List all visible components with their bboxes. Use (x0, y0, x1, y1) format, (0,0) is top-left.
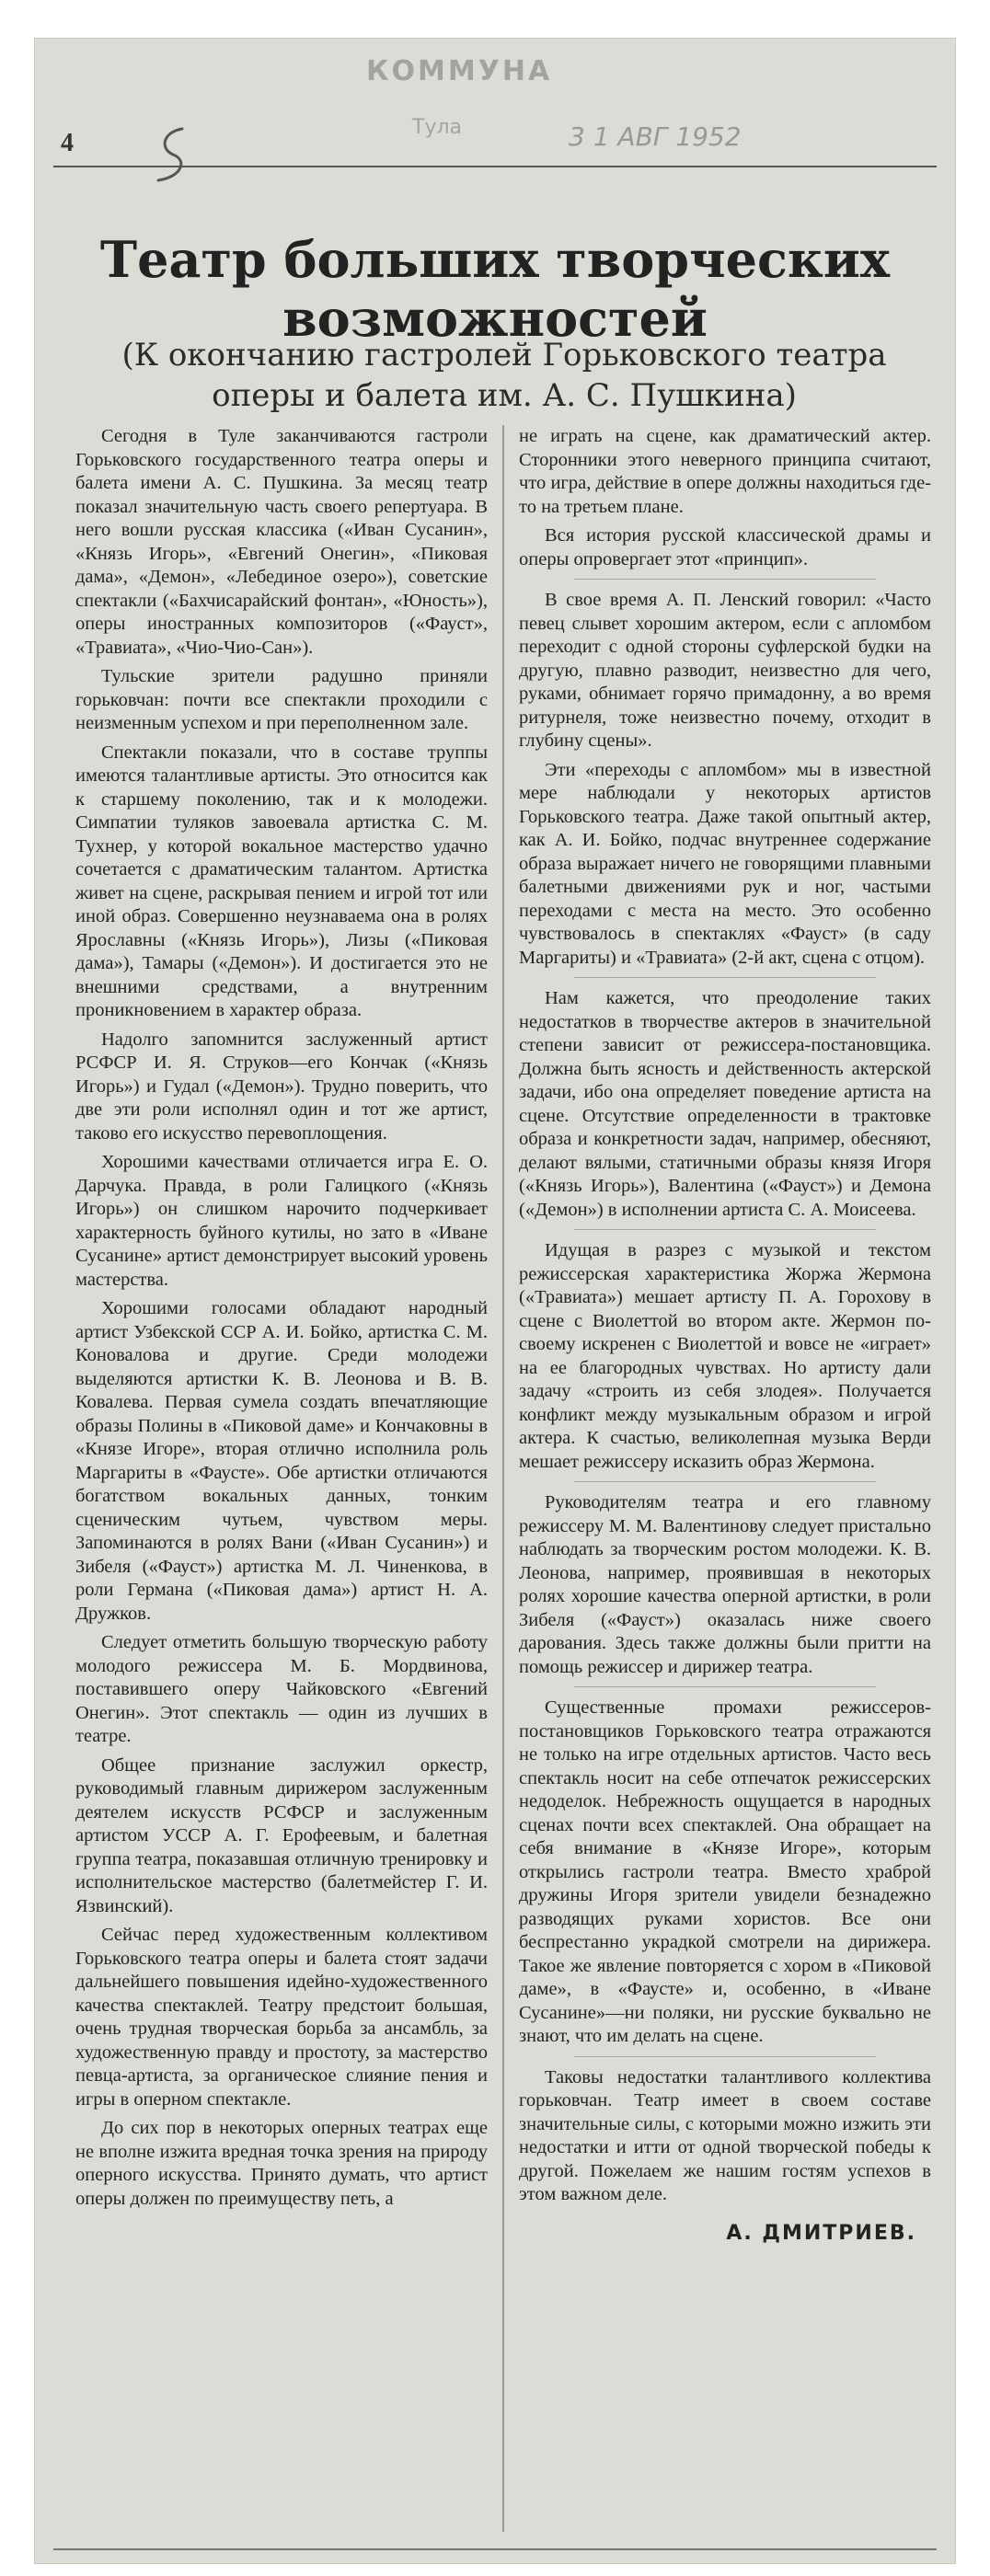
article-paragraph: Хорошими качествами отличается игра Е. О. Дарчука. Правда, в роли Галицкого («Князь Игорь») он слишком нарочито подчеркивает характерность буйного кутилы, но зато в «Иване Сусанине» артист демонстрирует высокий уровень мастерства. (75, 1152, 488, 1290)
footer-rule (53, 2548, 937, 2550)
article-paragraph: Общее признание заслужил оркестр, руководимый главным дирижером заслуженным деятелем искусств РСФСР и заслуженным артистом УССР А. Г. Ерофеевым, и балетная группа театра, показавшая отличную тренировку и исполнительское мастерство (балетмейстер Г. И. Язвинский). (75, 1754, 488, 1916)
stamp-newspaper-name: КОММУНА (366, 55, 553, 87)
column-divider (502, 425, 504, 2532)
paragraph-separator (574, 1229, 876, 1230)
article-paragraph: Руководителям театра и его главному режиссеру М. М. Валентинову следует пристально наблюдать за творческим ростом молодежи. К. В. Леонова, например, проявившая в некоторых ролях хорошие качества оперной артистки, в роли Зибеля («Фауст») оказалась ниже своего дарования. Здесь также должны были притти на помощь режиссер и дирижер театра. (519, 1492, 931, 1677)
article-paragraph: Нам кажется, что преодоление таких недостатков в творчестве актеров в значительной степени зависит от режиссера-постановщика. Должна быть ясность и действенность актерской задачи, ибо она определяет поведение артиста на сцене. Отсутствие определенности в трактовке образа и конкретности задач, например, обесняют, делают вялыми, статичными образы князя Игоря («Князь Игорь»), Валентина («Фауст») и Демона («Демон») в исполнении артиста С. А. Моисеева. (519, 988, 931, 1220)
article-body (75, 425, 931, 2532)
paragraph-separator (574, 1686, 876, 1687)
article-paragraph: Таковы недостатки талантливого коллектива горьковчан. Театр имеет в своем составе значительные силы, с которыми можно изжить эти недостатки и итти от одной творческой победы к другой. Пожелаем же нашим гостям успехов в этом важном деле. (519, 2066, 931, 2204)
article-paragraph: Тульские зрители радушно приняли горьковчан: почти все спектакли проходили с неизменным успехом и при переполненном зале. (75, 666, 488, 733)
header-rule (53, 166, 937, 167)
article-paragraph: Эти «переходы с апломбом» мы в известной мере наблюдали у некоторых артистов Горьковского театра. Даже такой опытный актер, как А. И. Бойко, подчас внутреннее содержание образа выражает ничего не говорящими плавными балетными движениями рук и ног, частыми переходами с места на место. Это особенно чувствовалось в спектаклях «Фауст» (в саду Маргариты) и «Травиата» (2-й акт, сцена с отцом). (519, 759, 931, 968)
page-number: 4 (61, 129, 74, 157)
article-paragraph: Идущая в разрез с музыкой и текстом режиссерская характеристика Жоржа Жермона («Травиата») мешает артисту П. А. Горохову в сцене с Виолеттой во втором акте. Жермон по-своему искренен с Виолеттой и вовсе не «играет» на ее благородных чувствах. Но артисту дали задачу «строить из себя злодея». Получается конфликт между музыкальным образом и игрой актера. К счастью, великолепная музыка Верди мешает режиссеру исказить образ Жермона. (519, 1240, 931, 1472)
stamp-date: 3 1 АВГ 1952 (569, 121, 742, 152)
article-paragraph: Вся история русской классической драмы и оперы опровергает этот «принцип». (519, 525, 931, 569)
article-column-left (75, 425, 488, 2532)
article-paragraph: Спектакли показали, что в составе труппы имеются талантливые артисты. Это относится как к старшему поколению, так и к молодежи. Симпатии туляков завоевала артистка С. М. Тухнер, у которой вокальное мастерство удачно сочетается с драматическим талантом. Артистка живет на сцене, раскрывая пением и игрой тот или иной образ. Совершенно неузнаваема она в ролях Ярославны («Князь Игорь»), Лизы («Пиковая дама»), Тамары («Демон»). И достигается это не внешними средствами, а внутренним проникновением в характер образа. (75, 742, 488, 1020)
article-paragraph: Хорошими голосами обладают народный артист Узбекской ССР А. И. Бойко, артистка С. М. Коновалова и другие. Среди молодежи выделяются артистки К. В. Леонова и В. В. Ковалева. Первая сумела создать впечатляющие образы Полины в «Пиковой даме» и Кончаковны в «Князе Игоре», вторая отлично исполнила роль Маргариты в «Фаусте». Обе артистки отличаются богатством вокальных данных, тонким сценическим чутьем, чувством меры. Запоминаются в ролях Вани («Иван Сусанин») и Зибеля («Фауст») артистка М. Л. Чиненкова, в роли Германа («Пиковая дама») артист Н. А. Дружков. (75, 1298, 488, 1624)
article-paragraph: Сегодня в Туле заканчиваются гастроли Горьковского государственного театра оперы и балета имени А. С. Пушкина. За месяц театр показал значительную часть своего репертуара. В него вошли русская классика («Иван Сусанин», «Князь Игорь», «Евгений Онегин», «Пиковая дама», «Демон», «Лебединое озеро»), советские спектакли («Бахчисарайский фонтан», «Юность»), оперы иностранных композиторов («Фауст», «Травиата», «Чио-Чио-Сан»). (75, 426, 488, 658)
article-paragraph: Сейчас перед художественным коллективом Горьковского театра оперы и балета стоят задачи дальнейшего повышения идейно-художественного качества спектаклей. Театру предстоит большая, очень трудная творческая борьба за ансамбль, за художественную правду и простоту, за мастерство певца-артиста, за органическое слияние пения и игры в оперном спектакле. (75, 1925, 488, 2110)
paragraph-separator (574, 977, 876, 978)
paragraph-separator (574, 1481, 876, 1482)
article-paragraph: Существенные промахи режиссеров-постановщиков Горьковского театра отражаются не только на игре отдельных артистов. Часто весь спектакль носит на себе отпечаток режиссерских недоделок. Небрежность ощущается в народных сценах почти всех спектаклей. Она обращает на себя внимание в «Князе Игоре», которым открылись гастроли театра. Вместо храброй дружины Игоря зрители увидели безнадежно разводящих руками хористов. Все они беспрестанно украдкой смотрели на дирижера. Такое же явление повторяется с хором в «Пиковой даме», в «Фаусте» и, особенно, в «Иване Сусанине»—ни поляки, ни русские буквально не знают, что им делать на сцене. (519, 1697, 931, 2046)
paragraph-separator (574, 2056, 876, 2057)
stamp-city: Тула (412, 116, 463, 139)
article-subtitle: (К окончанию гастролей Горьковского театра оперы и балета им. А. С. Пушкина) (121, 337, 887, 414)
article-paragraph: Следует отметить большую творческую работу молодого режиссера М. Б. Мордвинова, поставившего оперу Чайковского «Евгений Онегин». Этот спектакль — один из лучших в театре. (75, 1632, 488, 1746)
article-headline: Театр больших творческих возможностей (99, 230, 891, 349)
paragraph-separator (574, 579, 876, 580)
article-paragraph: не играть на сцене, как драматический актер. Сторонники этого неверного принципа считают, что игра, действие в опере должны находиться где-то на третьем плане. (519, 426, 931, 517)
article-paragraph: До сих пор в некоторых оперных театрах еще не вполне изжита вредная точка зрения на природу оперного искусства. Принято думать, что артист оперы должен по преимуществу петь, а (75, 2118, 488, 2209)
article-column-right (519, 425, 931, 2532)
author-signature: А. ДМИТРИЕВ. (726, 2221, 916, 2245)
newspaper-clipping (35, 39, 955, 2563)
archive-stamp (329, 46, 900, 156)
article-paragraph: Надолго запомнится заслуженный артист РСФСР И. Я. Струков—его Кончак («Князь Игорь») и Гудал («Демон»). Трудно поверить, что две эти роли исполнял один и тот же артист, таково его искусство перевоплощения. (75, 1029, 488, 1144)
handwritten-mark-icon (145, 123, 201, 188)
article-paragraph: В свое время А. П. Ленский говорил: «Часто певец слывет хорошим актером, если с апломбом переходит с одной стороны суфлерской будки на другую, плавно разводит, неизвестно для чего, руками, обнимает горячо примадонну, а во время ритурнеля, тоже неизвестно почему, отходит в глубину сцены». (519, 590, 931, 751)
